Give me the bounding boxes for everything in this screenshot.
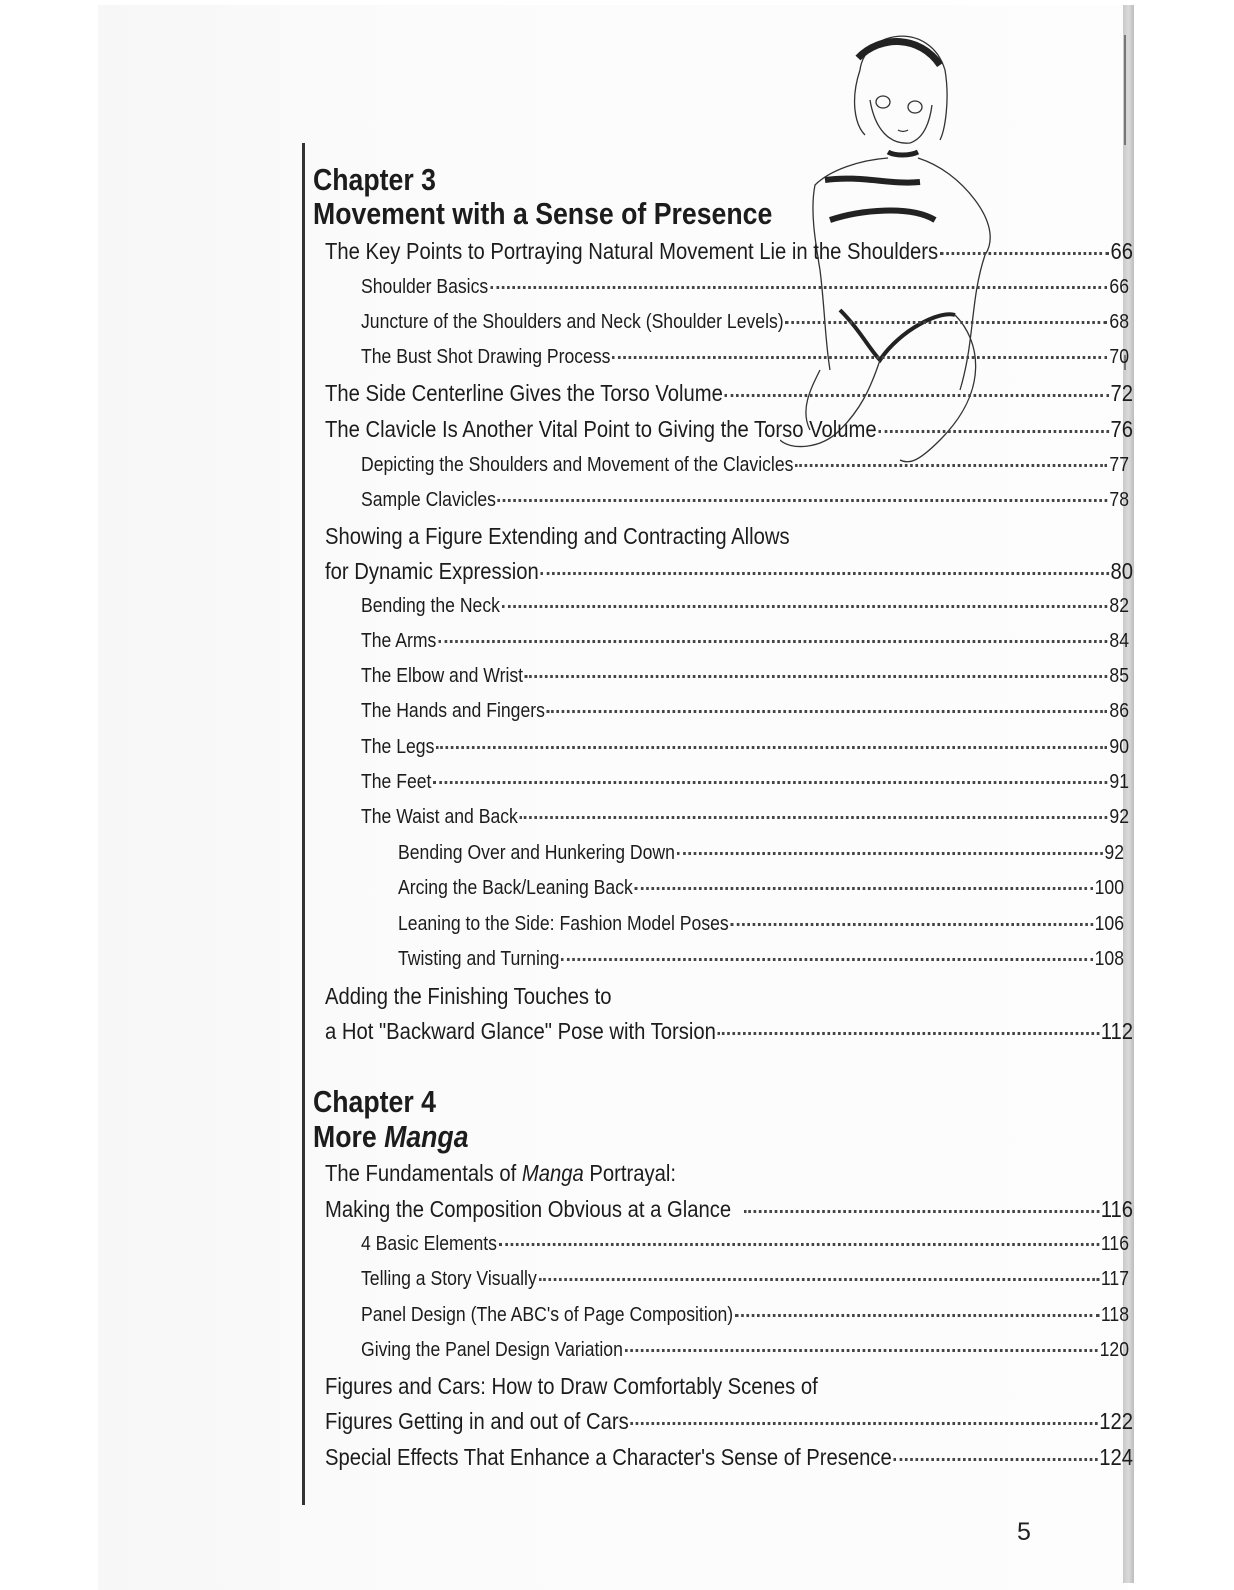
dot-leader (795, 464, 1107, 467)
entry-title-line1: Adding the Finishing Touches to (325, 983, 612, 1009)
toc-entry[interactable] (325, 380, 1133, 410)
entry-page: 91 (1109, 771, 1129, 793)
entry-title: The Feet (361, 771, 432, 793)
toc-entry[interactable] (361, 700, 1129, 728)
chapter-3-label: Chapter 3 (313, 162, 436, 197)
entry-page: 120 (1099, 1339, 1129, 1361)
toc-entry[interactable] (325, 416, 1133, 446)
entry-title: The Side Centerline Gives the Torso Volume (325, 380, 723, 406)
entry-title-line1: Showing a Figure Extending and Contracting Allows (325, 523, 790, 549)
dot-leader (725, 394, 1109, 397)
dot-leader (520, 816, 1108, 819)
toc-entry[interactable] (361, 276, 1129, 304)
entry-page: 92 (1104, 842, 1124, 864)
entry-page: 116 (1100, 1233, 1129, 1255)
dot-leader (436, 746, 1108, 749)
page-number: 5 (1017, 1518, 1031, 1546)
entry-page: 116 (1100, 1196, 1133, 1222)
toc-entry[interactable] (325, 1444, 1133, 1474)
dot-leader (540, 572, 1108, 575)
dot-leader (718, 1032, 1099, 1035)
entry-title: Making the Composition Obvious at a Glance (325, 1196, 732, 1222)
entry-title: Figures Getting in and out of Cars (325, 1408, 629, 1434)
toc-entry[interactable] (361, 630, 1129, 658)
entry-page: 66 (1109, 276, 1129, 298)
entry-page: 76 (1110, 416, 1133, 442)
toc-entry[interactable] (361, 806, 1129, 834)
entry-page: 80 (1110, 558, 1133, 584)
entry-page: 106 (1094, 913, 1124, 935)
toc-entry[interactable] (398, 913, 1124, 941)
toc-entry[interactable] (361, 489, 1129, 517)
entry-title: a Hot "Backward Glance" Pose with Torsion (325, 1018, 716, 1044)
dot-leader (561, 958, 1093, 961)
chapter-4-title (313, 1119, 469, 1155)
entry-title: Telling a Story Visually (361, 1268, 537, 1290)
entry-title: Bending Over and Hunkering Down (398, 842, 675, 864)
dot-leader (677, 852, 1103, 855)
dot-leader (499, 1243, 1099, 1246)
entry-page: 85 (1109, 665, 1129, 687)
dot-leader (730, 923, 1092, 926)
toc-entry[interactable] (325, 238, 1133, 268)
entry-title: Twisting and Turning (398, 948, 560, 970)
dot-leader (785, 321, 1107, 324)
toc-entry[interactable] (361, 1339, 1129, 1367)
dot-leader (438, 640, 1108, 643)
toc-entry[interactable] (398, 877, 1124, 905)
toc-entry[interactable] (361, 1304, 1129, 1332)
entry-title: Arcing the Back/Leaning Back (398, 877, 633, 899)
dot-leader (940, 252, 1109, 255)
dot-leader (631, 1422, 1098, 1425)
dot-leader (635, 887, 1093, 890)
entry-title: for Dynamic Expression (325, 558, 539, 584)
entry-page: 70 (1109, 346, 1129, 368)
toc-entry[interactable] (325, 558, 1133, 588)
dot-leader (525, 675, 1108, 678)
entry-page: 77 (1109, 454, 1129, 476)
entry-page: 68 (1109, 311, 1129, 333)
toc-entry[interactable] (361, 595, 1129, 623)
dot-leader (612, 356, 1107, 359)
toc-entry[interactable] (361, 454, 1129, 482)
entry-page: 84 (1109, 630, 1129, 652)
entry-title-suffix: Portrayal: (583, 1160, 677, 1186)
toc-entry[interactable] (325, 1018, 1133, 1048)
entry-title-line1 (325, 1160, 676, 1190)
entry-page: 122 (1099, 1408, 1133, 1434)
dot-leader (539, 1278, 1100, 1281)
dot-leader (433, 781, 1107, 784)
dot-leader (735, 1314, 1099, 1317)
entry-page: 90 (1109, 736, 1129, 758)
chapter-4-title-italic: Manga (384, 1119, 469, 1154)
dot-leader (894, 1458, 1098, 1461)
entry-page: 92 (1109, 806, 1129, 828)
chapter-3-title: Movement with a Sense of Presence (313, 196, 773, 231)
toc-entry[interactable] (361, 346, 1129, 374)
entry-title: Shoulder Basics (361, 276, 489, 298)
entry-page: 112 (1100, 1018, 1133, 1044)
entry-title-prefix: The Fundamentals of (325, 1160, 522, 1186)
entry-title: The Key Points to Portraying Natural Movement Lie in the Shoulders (325, 238, 939, 264)
dot-leader (878, 430, 1108, 433)
entry-title: The Waist and Back (361, 806, 518, 828)
entry-title: The Arms (361, 630, 437, 652)
toc-entry[interactable] (361, 1233, 1129, 1261)
chapter-4-label: Chapter 4 (313, 1084, 436, 1119)
dot-leader (743, 1210, 1098, 1213)
entry-page: 124 (1099, 1444, 1133, 1470)
entry-page: 108 (1094, 948, 1124, 970)
dot-leader (502, 605, 1108, 608)
toc-entry[interactable] (361, 736, 1129, 764)
dot-leader (625, 1349, 1098, 1352)
entry-title: The Bust Shot Drawing Process (361, 346, 611, 368)
toc-entry[interactable] (361, 665, 1129, 693)
entry-page: 82 (1109, 595, 1129, 617)
entry-title: Juncture of the Shoulders and Neck (Shoulder Levels) (361, 311, 784, 333)
toc-entry[interactable] (361, 311, 1129, 339)
entry-title: The Legs (361, 736, 435, 758)
entry-page: 117 (1100, 1268, 1129, 1290)
entry-title: Depicting the Shoulders and Movement of the Clavicles (361, 454, 794, 476)
entry-title: Bending the Neck (361, 595, 500, 617)
toc-entry[interactable] (325, 1196, 1133, 1226)
entry-page: 100 (1094, 877, 1124, 899)
toc-entry[interactable] (398, 948, 1124, 976)
entry-title: Panel Design (The ABC's of Page Composition) (361, 1304, 734, 1326)
entry-title: The Elbow and Wrist (361, 665, 524, 687)
entry-title: Special Effects That Enhance a Character's Sense of Presence (325, 1444, 892, 1470)
toc-entry[interactable] (325, 1408, 1133, 1438)
dot-leader (547, 710, 1108, 713)
entry-title: The Clavicle Is Another Vital Point to Giving the Torso Volume (325, 416, 877, 442)
dot-leader (490, 286, 1108, 289)
toc-entry[interactable] (361, 771, 1129, 799)
entry-title-line1: Figures and Cars: How to Draw Comfortably Scenes of (325, 1373, 818, 1399)
chapter-4-title-prefix: More (313, 1119, 385, 1154)
entry-page: 118 (1100, 1304, 1129, 1326)
entry-page: 78 (1109, 489, 1129, 511)
entry-title-italic: Manga (521, 1160, 584, 1186)
toc-entry[interactable] (398, 842, 1124, 870)
entry-title: Leaning to the Side: Fashion Model Poses (398, 913, 729, 935)
entry-page: 72 (1110, 380, 1133, 406)
entry-title: Sample Clavicles (361, 489, 496, 511)
toc-entry[interactable] (361, 1268, 1129, 1296)
entry-page: 66 (1110, 238, 1133, 264)
entry-title: The Hands and Fingers (361, 700, 545, 722)
dot-leader (498, 499, 1108, 502)
entry-title: 4 Basic Elements (361, 1233, 497, 1255)
entry-page: 86 (1109, 700, 1129, 722)
entry-title: Giving the Panel Design Variation (361, 1339, 623, 1361)
